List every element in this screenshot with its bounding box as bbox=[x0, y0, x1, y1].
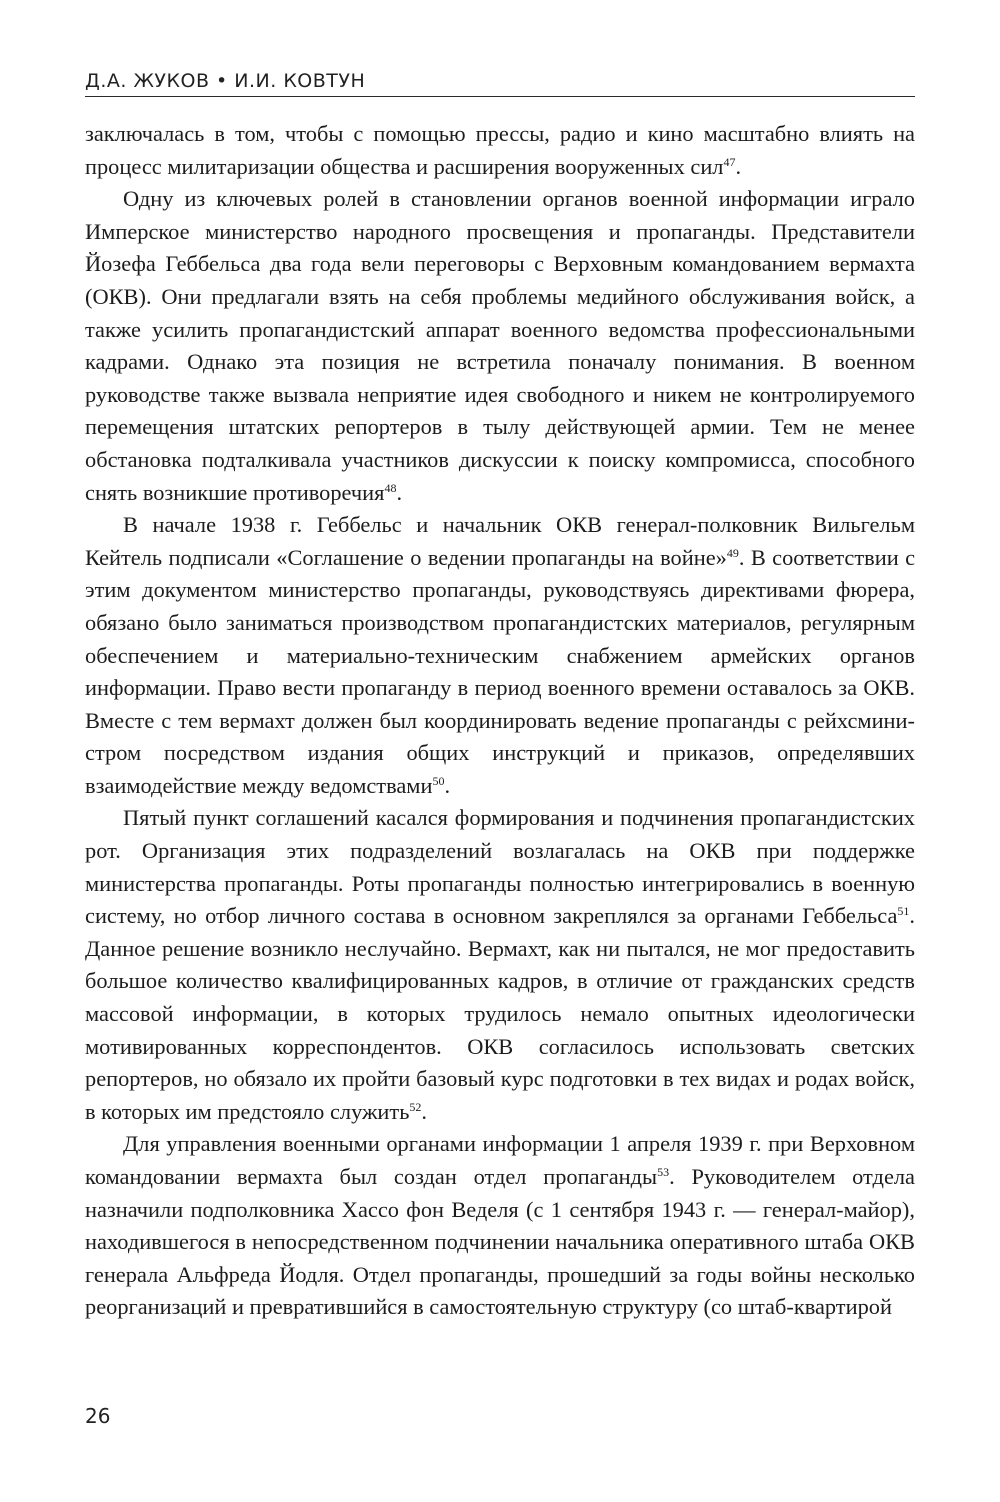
paragraph-3: В начале 1938 г. Геббельс и начальник ОКВ генерал-полковник Вильгельм Кейтель подписали «Соглашение о ведении пропаганды на войне»$^{49}$. В соответствии с этим документом министерство пропаганды, руководствуясь директивами фюрера, обязано было заниматься производством пропагандистских материалов, регулярным обеспечением и материально-техническим снабжением армейских органов информации. Право вести пропаганду в период военного времени оставалось за ОКВ. Вместе с тем вермахт должен был координировать ведение пропаганды с рейхсминистром посредством издания общих инструкций и приказов, определявших взаимодействие между ведомствами$^{50}$. bbox=[85, 512, 916, 798]
footnote-ref-49[interactable]: 49 bbox=[726, 545, 739, 560]
paragraph-2: Одну из ключевых ролей в становлении органов военной информации играло Имперское министерство народного просвещения и пропаганды. Представители Йозефа Геббельса два года вели переговоры с Верховным командованием вермахта (ОКВ). Они предлагали взять на себя проблемы медийного обслуживания войск, а также усилить пропагандистский аппарат военного ведомства профессиональными кадрами. Однако эта позиция не встретила поначалу понимания. В военном руководстве также вызвала неприятие идея свободного и никем не контролируемого перемещения штатских репортеров в тылу действующей армии. Тем не менее обстановка подталкивала участников дискуссии к поиску компромисса, способного снять возникшие противоречия$^{48}$. bbox=[85, 186, 915, 505]
footnote-ref-50[interactable]: 50 bbox=[432, 773, 445, 788]
footnote-ref-53[interactable]: 53 bbox=[657, 1165, 670, 1179]
body-text bbox=[85, 118, 915, 1324]
paragraph-5: Для управления военными органами информации 1 апреля 1939 г. при Верховном командовании вермахта был создан отдел пропаганды$^{53}$. Руководителем отдела назначили подполковника Хассо фон Веделя (с 1 сентября 1943 г. — генерал-майор), находившегося в непосредственном подчинении начальника оперативного штаба ОКВ генерала Альфреда Йодля. Отдел пропаганды, прошедший за годы войны несколько реорганизаций и превратившийся в самостоятельную структуру (со штаб-квартирой bbox=[85, 1131, 915, 1320]
paragraph-4: Пятый пункт соглашений касался формирования и подчинения пропагандистских рот. Организация этих подразделений возлагалась на ОКВ при поддержке министерства пропаганды. Роты пропаганды полностью интегрировались в военную систему, но отбор личного состава в основном закреплялся за органами Геббельса$^{51}$. Данное решение возникло неслучайно. Вермахт, как ни пытался, не мог предоставить большое количество квалифицированных кадров, в отличие от гражданских средств массовой информации, в которых трудилось немало опытных идеологически мотивированных корреспондентов. ОКВ согласилось использовать светских репортеров, но обязало их пройти базовый курс подготовки в тех видах и родах войск, в которых им предстояло служить$^{52}$. bbox=[85, 805, 915, 1124]
running-head-authors: Д.А. ЖУКОВ • И.И. КОВТУН bbox=[85, 70, 366, 92]
page-number: 26 bbox=[85, 1404, 111, 1428]
footnote-ref-52[interactable]: 52 bbox=[409, 1099, 422, 1114]
footnote-ref-51[interactable]: 51 bbox=[897, 904, 910, 919]
paragraph-1: заключалась в том, чтобы с помощью прессы, радио и кино масштабно влиять на процесс милитаризации общества и расширения вооруженных сил$^{47}$. bbox=[85, 121, 915, 179]
footnote-ref-47[interactable]: 47 bbox=[723, 154, 736, 169]
running-head bbox=[85, 70, 915, 97]
footnote-ref-48[interactable]: 48 bbox=[384, 480, 397, 495]
